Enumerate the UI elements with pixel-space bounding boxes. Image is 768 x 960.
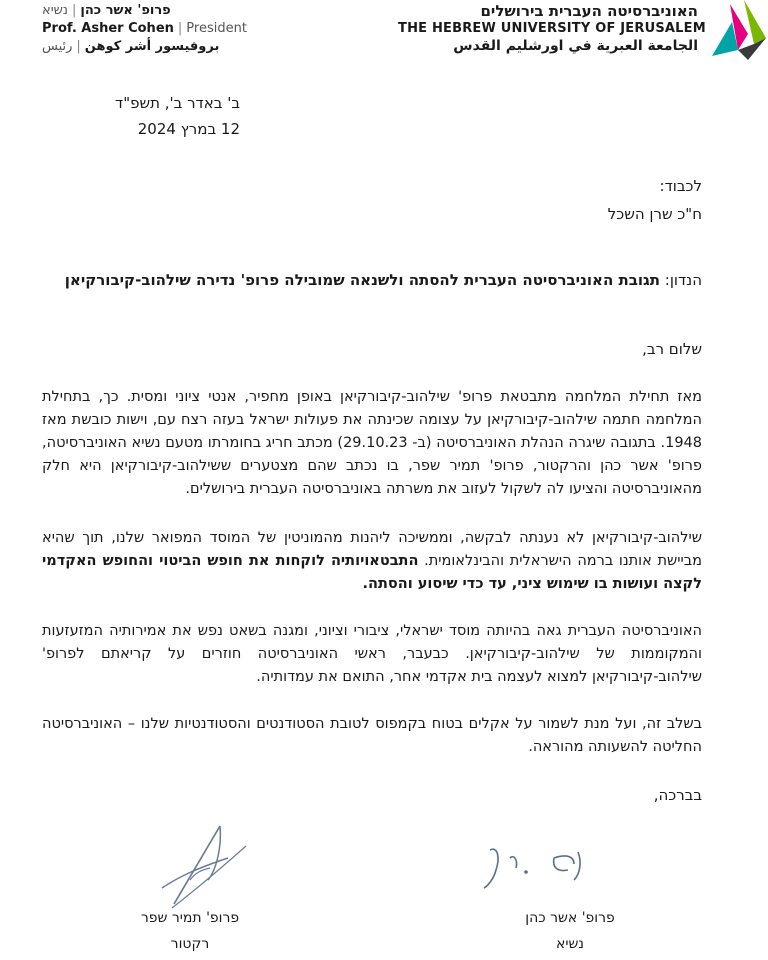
signatory-rector bbox=[120, 905, 260, 957]
president-hebrew-name: פרופ' אשר כהן bbox=[80, 3, 171, 18]
signatory-president bbox=[500, 905, 640, 957]
signatory-rector-name: פרופ' תמיר שפר bbox=[140, 910, 240, 926]
president-english-title: President bbox=[186, 21, 247, 36]
signatory-rector-title: רקטור bbox=[170, 936, 210, 952]
addressee-name: ח"כ שרן השכל bbox=[607, 205, 702, 223]
handwritten-signature-icon bbox=[150, 818, 260, 913]
paragraph-3: האוניברסיטה העברית גאה בהיותה מוסד ישראלי, ציבורי וציוני, ומגנה בשאט נפש את אמירותיה המזעזעות והמקוממות של שילהוב-קיבורקיאן. כבעבר, ראשי האוניברסיטה חוזרים על קריאתם לפרופ' שילהוב-קיבורקיאן למצוא לעצמה בית אקדמי אחר, התואם את עמדותיה. bbox=[42, 623, 702, 685]
president-arabic-title: رئيس bbox=[42, 39, 73, 54]
letter-date bbox=[40, 90, 240, 142]
separator: | bbox=[177, 21, 183, 36]
subject-label: הנדון: bbox=[664, 271, 702, 289]
hebrew-university-logo-icon bbox=[708, 0, 768, 62]
paragraph-2-bold: התבטאויותיה לוקחות את חופש הביטוי והחופש האקדמי לקצה ועושות בו שימוש ציני, עד כדי שיסוע והסתה. bbox=[42, 553, 702, 592]
hebrew-date: ב' באדר ב', תשפ"ד bbox=[115, 94, 240, 112]
university-name-arabic: الجامعة العبرية في اورشليم القدس bbox=[453, 38, 698, 54]
paragraph-2-normal: שילהוב-קיבורקיאן לא נענתה לבקשה, וממשיכה ליהנות מהמוניטין של המוסד המפואר שלנו, תוך שהיא מביישת אותנו ברמה הישראלית והבינלאומית. bbox=[42, 530, 703, 569]
paragraph-1: מאז תחילת המלחמה מתבטאת פרופ' שילהוב-קיבורקיאן באופן מחפיר, אנטי ציוני ומסית. כך, בתחילת המלחמה חתמה שילהוב-קיבורקיאן על עצומה שכינתה את פעולות ישראל בעזה רצח עם, וישות כובשת מאז 1948. בתגובה שיגרה הנהלת האוניברסיטה (ב- 29.10.23) מכתב חריג בחומרתו מטעם נשיא האוניברסיטה, פרופ' אשר כהן והרקטור, פרופ' תמיר שפר, בו נכתב שהם מצטערים ששילהוב-קיבורקיאן היא חלק מהאוניברסיטה והציעו לה לשקול לעזוב את משרתה באוניברסיטה העברית בירושלים. bbox=[42, 389, 702, 497]
university-name-hebrew: האוניברסיטה העברית בירושלים bbox=[480, 2, 698, 20]
addressee-block bbox=[402, 172, 702, 228]
signatory-president-name: פרופ' אשר כהן bbox=[525, 910, 615, 926]
president-arabic-line bbox=[42, 38, 302, 56]
subject-text: תגובת האוניברסיטה העברית להסתה ולשנאה שמובילה פרופ' נדירה שילהוב-קיבורקיאן bbox=[64, 271, 660, 289]
president-arabic-name: بروفيسور أشر كوهن bbox=[84, 39, 220, 54]
separator: | bbox=[76, 39, 81, 54]
paragraph-4: בשלב זה, ועל מנת לשמור על אקלים בטוח בקמפוס לטובת הסטודנטים והסטודנטיות שלנו – האוניברסיטה החליטה להשעותה מהוראה. bbox=[42, 716, 702, 755]
gregorian-date: 12 במרץ 2024 bbox=[137, 120, 240, 138]
president-english-line bbox=[42, 20, 302, 38]
paragraph-2 bbox=[42, 527, 702, 596]
university-name-english: THE HEBREW UNIVERSITY OF JERUSALEM bbox=[398, 21, 706, 36]
addressee-salutation: לכבוד: bbox=[659, 177, 702, 195]
handwritten-signature-icon bbox=[470, 828, 600, 898]
greeting: שלום רב, bbox=[642, 340, 702, 358]
separator: | bbox=[72, 3, 77, 18]
subject-line bbox=[22, 271, 702, 289]
closing: בברכה, bbox=[653, 786, 702, 804]
signatory-president-title: נשיא bbox=[555, 936, 584, 952]
president-letterhead bbox=[42, 2, 302, 56]
president-english-name: Prof. Asher Cohen bbox=[42, 21, 174, 36]
university-name-block bbox=[398, 2, 706, 55]
president-hebrew-title: נשיא bbox=[42, 3, 69, 18]
president-hebrew-line bbox=[42, 2, 302, 20]
